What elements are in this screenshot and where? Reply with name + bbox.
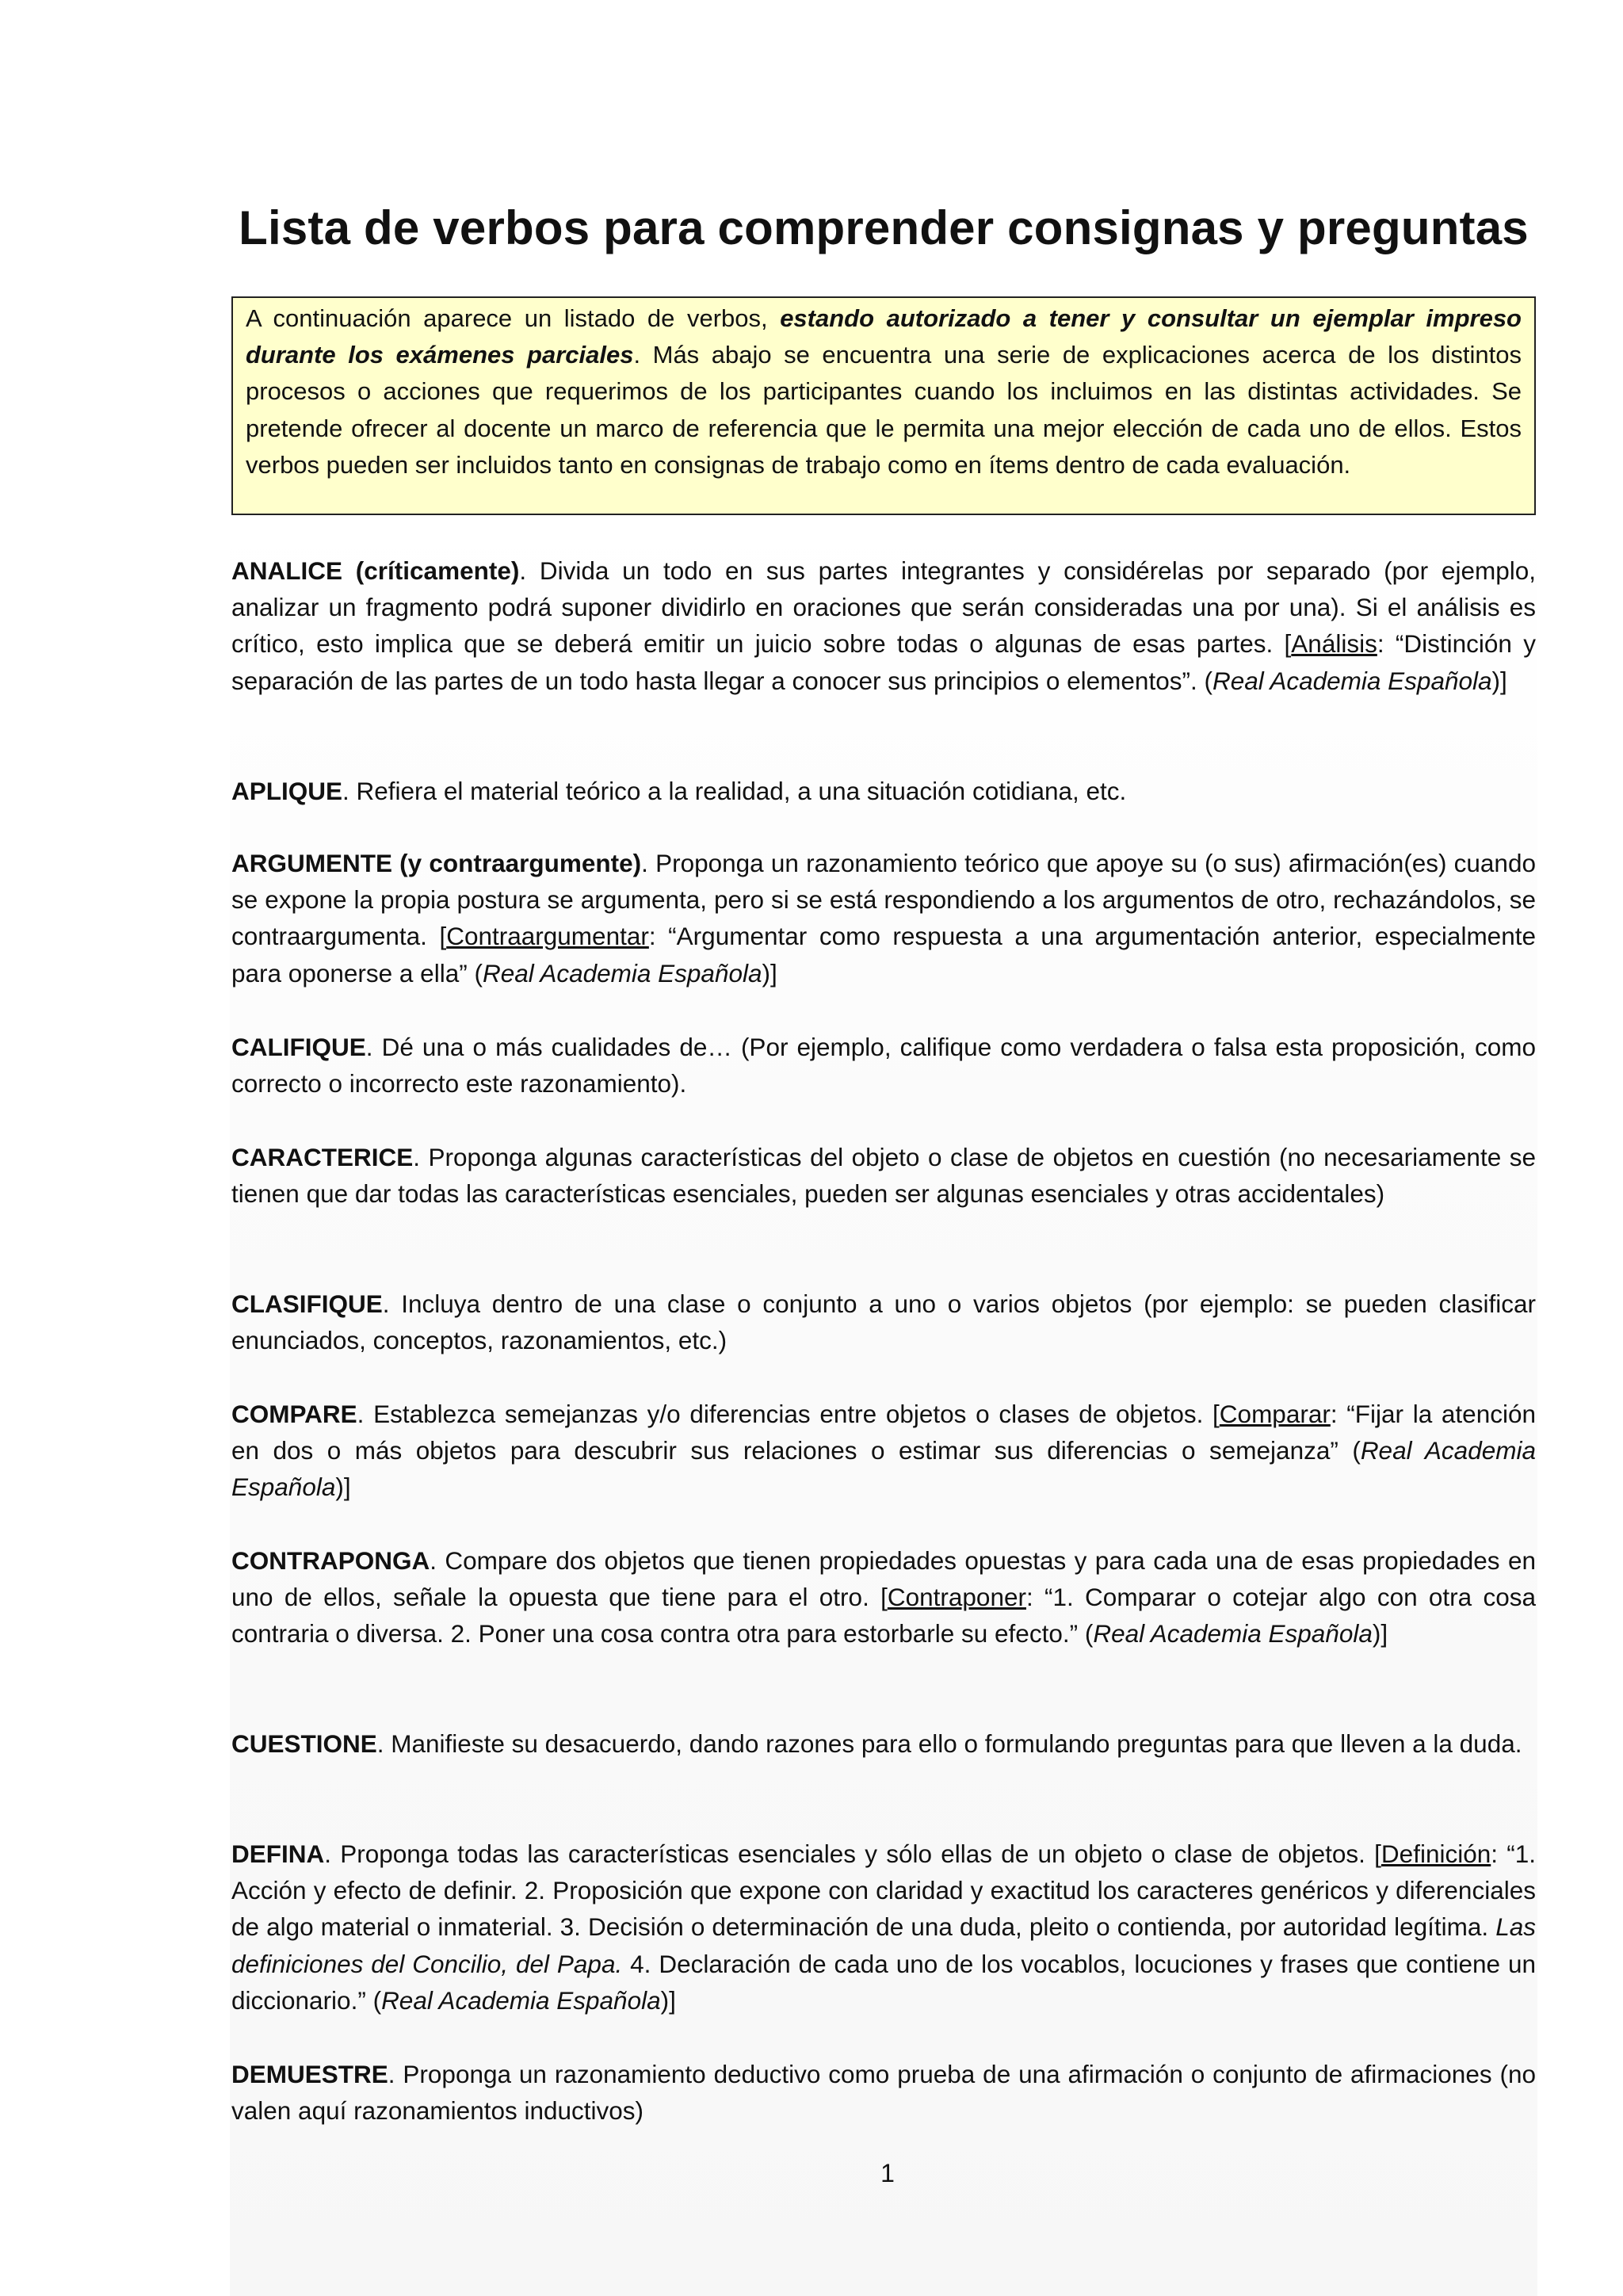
entry-term: CUESTIONE: [231, 1729, 377, 1758]
entry-reference-word: Definición: [1381, 1839, 1491, 1868]
entry-reference-text-continued: 4. Declaración de cada uno de los vocablos, locuciones y frases que contiene un diccionario.” (: [231, 1949, 1536, 2015]
entry-caracterice: [231, 1139, 1536, 1212]
entry-source: Real Academia Española: [1093, 1619, 1373, 1648]
entry-text: . Refiera el material teórico a la realidad, a una situación cotidiana, etc.: [342, 777, 1127, 805]
entry-term: DEMUESTRE: [231, 2060, 388, 2088]
entry-source: Real Academia Española: [482, 958, 762, 988]
entry-text: . Dé una o más cualidades de… (Por ejemplo, califique como verdadera o falsa esta proposición, como correcto o incorrecto este razonamiento).: [231, 1033, 1536, 1098]
entry-cuestione: [231, 1725, 1536, 1762]
entry-reference-word: Contraponer: [887, 1583, 1026, 1612]
entry-argumente: [231, 845, 1536, 991]
intro-emphasis: estando autorizado a tener y consultar un ejemplar impreso durante los exámenes parciales: [246, 304, 1522, 369]
entry-reference-text: : “Fijar la atención en dos o más objetos para descubrir sus relaciones o estimar sus diferencias o semejanza” (: [231, 1400, 1537, 1465]
entry-text: . Proponga todas las características esenciales y sólo ellas de un objeto o clase de objetos. [: [324, 1839, 1381, 1868]
entry-source: Real Academia Española: [1212, 666, 1492, 695]
entry-clasifique: [231, 1286, 1536, 1358]
entry-aplique: [231, 773, 1536, 809]
entry-reference-text: : “1. Acción y efecto de definir. 2. Proposición que expone con claridad y exactitud los caracteres genéricos y diferenciales de algo material o inmaterial. 3. Decisión o determinación de una duda, pleito o contienda, por autoridad legítima.: [231, 1839, 1536, 1942]
entry-analice: [231, 552, 1536, 699]
entry-compare: [231, 1396, 1536, 1506]
entry-demuestre: [231, 2056, 1536, 2129]
entry-term: APLIQUE: [231, 777, 343, 805]
entry-text: . Manifieste su desacuerdo, dando razones para ello o formulando preguntas para que lleven a la duda.: [376, 1729, 1522, 1758]
entry-reference-text: : “Distinción y separación de las partes de un todo hasta llegar a conocer sus principios o elementos”. (: [231, 629, 1536, 695]
entry-term: ANALICE (críticamente): [231, 556, 520, 585]
entry-term: ARGUMENTE (y contraargumente): [231, 849, 642, 877]
entry-term: CARACTERICE: [231, 1143, 414, 1171]
entry-term: CLASIFIQUE: [231, 1289, 383, 1318]
entry-reference-text: : “1. Comparar o cotejar algo con otra cosa contraria o diversa. 2. Poner una cosa contra otra para estorbarle su efecto.” (: [231, 1583, 1537, 1648]
entry-source: Real Academia Española: [381, 1985, 661, 2015]
entry-closing: )]: [1491, 666, 1507, 695]
entry-defina: [231, 1836, 1536, 2019]
entry-closing: )]: [1372, 1619, 1388, 1648]
entry-reference-word: Comparar: [1219, 1400, 1331, 1428]
intro-text: A continuación aparece un listado de verbos,: [246, 304, 781, 332]
entry-term: COMPARE: [231, 1400, 357, 1428]
entry-term: CALIFIQUE: [231, 1033, 366, 1061]
intro-box: [231, 296, 1536, 515]
entry-text: . Incluya dentro de una clase o conjunto a uno o varios objetos (por ejemplo: se pueden clasificar enunciados, conceptos, razonamientos, etc.): [231, 1289, 1536, 1355]
entry-text: . Establezca semejanzas y/o diferencias entre objetos o clases de objetos. [: [357, 1400, 1220, 1428]
entry-term: CONTRAPONGA: [231, 1546, 430, 1575]
entry-text: . Compare dos objetos que tienen propiedades opuestas y para cada una de esas propiedades en uno de ellos, señale la opuesta que tiene para el otro. [: [231, 1546, 1536, 1612]
entry-contraponga: [231, 1542, 1536, 1652]
entry-term: DEFINA: [231, 1839, 325, 1868]
entry-califique: [231, 1029, 1536, 1102]
intro-text-continued: . Más abajo se encuentra una serie de explicaciones acerca de los distintos procesos o acciones que requerimos de los participantes cuando los incluimos en las distintas actividades. Se pretende ofrecer al docente un marco de referencia que le permita una mejor elección de cada uno de ellos. Estos verbos pueden ser incluidos tanto en consignas de trabajo como en ítems dentro de cada evaluación.: [246, 341, 1522, 479]
entry-text: . Proponga algunas características del objeto o clase de objetos en cuestión (no necesariamente se tienen que dar todas las características esenciales, pueden ser algunas esenciales y otras accidentales): [231, 1143, 1536, 1209]
page-number: 1: [880, 2159, 895, 2187]
entry-text: . Proponga un razonamiento teórico que apoye su (o sus) afirmación(es) cuando se expone la propia postura se argumenta, pero si se está respondiendo a los argumentos de otro, rechazándolos, se contraargumenta. [: [231, 849, 1536, 951]
entry-source: Real Academia Española: [231, 1436, 1536, 1502]
entry-reference-text: : “Argumentar como respuesta a una argumentación anterior, especialmente para oponerse a ella” (: [231, 922, 1536, 988]
entry-text: . Divida un todo en sus partes integrantes y considérelas por separado (por ejemplo, analizar un fragmento podrá suponer dividirlo en oraciones que serán consideradas una por una). Si el análisis es crítico, esto implica que se deberá emitir un juicio sobre todas o algunas de esas partes. [: [231, 556, 1536, 659]
entry-example: Las definiciones del Concilio, del Papa.: [231, 1912, 1536, 1978]
page-title: Lista de verbos para comprender consignas y preguntas: [239, 201, 1529, 254]
entry-closing: )]: [660, 1985, 676, 2015]
entry-closing: )]: [762, 958, 777, 988]
entry-reference-word: Análisis: [1291, 629, 1377, 659]
entry-reference-word: Contraargumentar: [446, 922, 649, 951]
entry-closing: )]: [335, 1473, 351, 1502]
entry-text: . Proponga un razonamiento deductivo como prueba de una afirmación o conjunto de afirmaciones (no valen aquí razonamientos inductivos): [231, 2060, 1536, 2126]
